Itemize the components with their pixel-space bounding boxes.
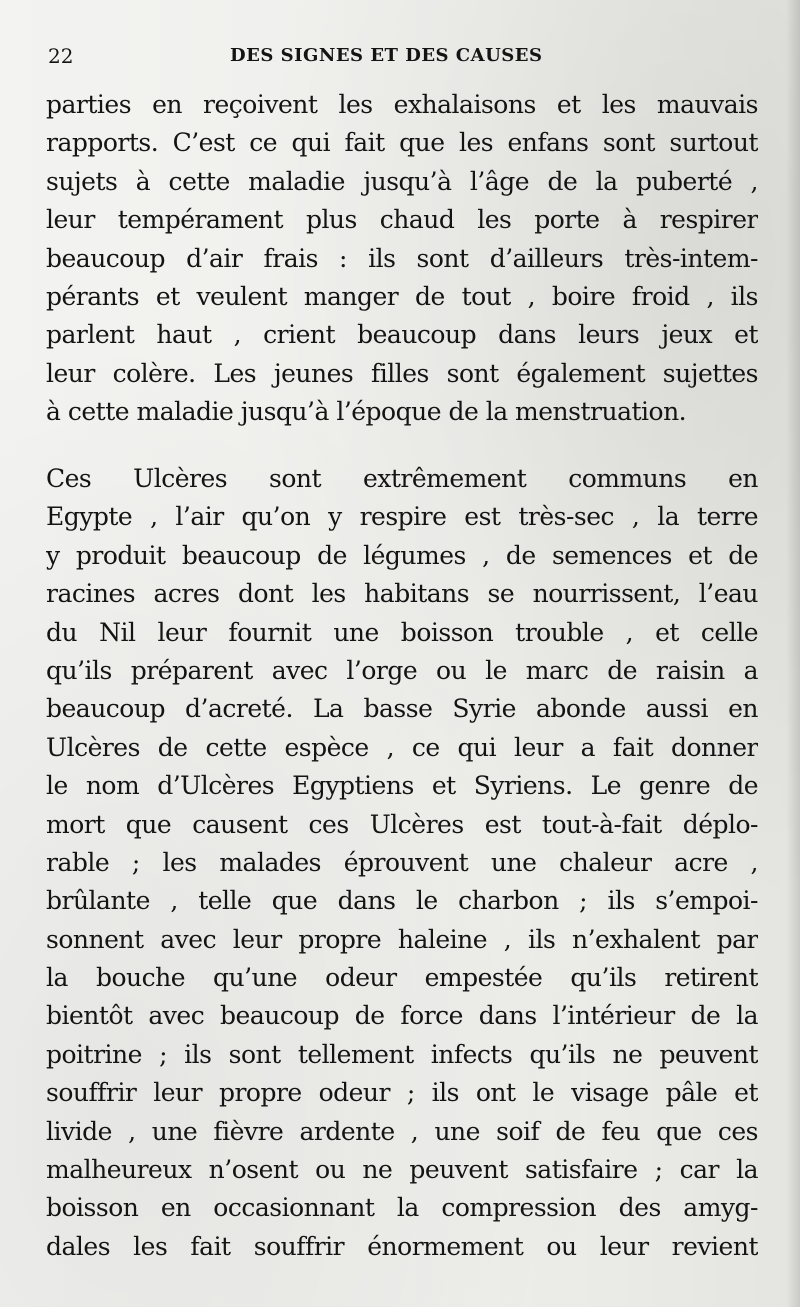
page-header bbox=[48, 42, 768, 70]
text-line: à cette maladie jusqu’à l’époque de la menstruation. bbox=[46, 397, 687, 427]
text-line: beaucoup d’acreté. La basse Syrie abonde aussi en bbox=[46, 694, 758, 724]
text-line: rable ; les malades éprouvent une chaleur acre , bbox=[46, 847, 758, 877]
text-line: pérants et veulent manger de tout , boire froid , ils bbox=[46, 281, 758, 311]
page-edge-shadow bbox=[786, 0, 800, 1307]
text-line: leur tempérament plus chaud les porte à respirer bbox=[46, 205, 758, 235]
text-line: du Nil leur fournit une boisson trouble , et celle bbox=[46, 617, 758, 647]
text-line: Egypte , l’air qu’on y respire est très-sec , la terre bbox=[46, 502, 758, 532]
text-line: qu’ils préparent avec l’orge ou le marc de raisin a bbox=[46, 655, 758, 685]
text-line: le nom d’Ulcères Egyptiens et Syriens. Le genre de bbox=[46, 771, 758, 801]
text-line: parties en reçoivent les exhalaisons et les mauvais bbox=[46, 90, 758, 119]
text-line: livide , une fièvre ardente , une soif de feu que ces bbox=[46, 1116, 758, 1146]
text-line: la bouche qu’une odeur empestée qu’ils retirent bbox=[46, 963, 758, 993]
text-line: sonnent avec leur propre haleine , ils n’exhalent par bbox=[46, 924, 758, 954]
running-head: DES SIGNES ET DES CAUSES bbox=[230, 45, 543, 66]
text-line: Ulcères de cette espèce , ce qui leur a fait donner bbox=[46, 732, 758, 762]
text-line: bientôt avec beaucoup de force dans l’intérieur de la bbox=[46, 1001, 758, 1031]
text-line: parlent haut , crient beaucoup dans leurs jeux et bbox=[46, 320, 758, 350]
text-line: mort que causent ces Ulcères est tout-à-fait déplo- bbox=[46, 809, 758, 839]
text-line: Ces Ulcères sont extrêmement communs en bbox=[46, 464, 758, 493]
text-line: rapports. C’est ce qui fait que les enfans sont surtout bbox=[46, 128, 758, 158]
text-line: brûlante , telle que dans le charbon ; ils s’empoi- bbox=[46, 886, 758, 916]
text-line: malheureux n’osent ou ne peuvent satisfaire ; car la bbox=[46, 1155, 758, 1185]
page-number: 22 bbox=[48, 44, 74, 68]
text-line: racines acres dont les habitans se nourrissent, l’eau bbox=[46, 579, 758, 609]
text-line: boisson en occasionnant la compression des amyg- bbox=[46, 1193, 758, 1223]
text-line: dales les fait souffrir énormement ou leur revient bbox=[46, 1231, 758, 1261]
paragraph-2 bbox=[46, 460, 758, 1266]
text-line: sujets à cette maladie jusqu’à l’âge de la puberté , bbox=[46, 166, 758, 196]
text-line: poitrine ; ils sont tellement infects qu’ils ne peuvent bbox=[46, 1039, 758, 1069]
paragraph-1 bbox=[46, 86, 758, 432]
text-line: y produit beaucoup de légumes , de semences et de bbox=[46, 540, 758, 570]
text-line: beaucoup d’air frais : ils sont d’ailleurs très-intem- bbox=[46, 243, 758, 273]
text-line: leur colère. Les jeunes filles sont également sujettes bbox=[46, 358, 758, 388]
text-line: souffrir leur propre odeur ; ils ont le visage pâle et bbox=[46, 1078, 758, 1108]
